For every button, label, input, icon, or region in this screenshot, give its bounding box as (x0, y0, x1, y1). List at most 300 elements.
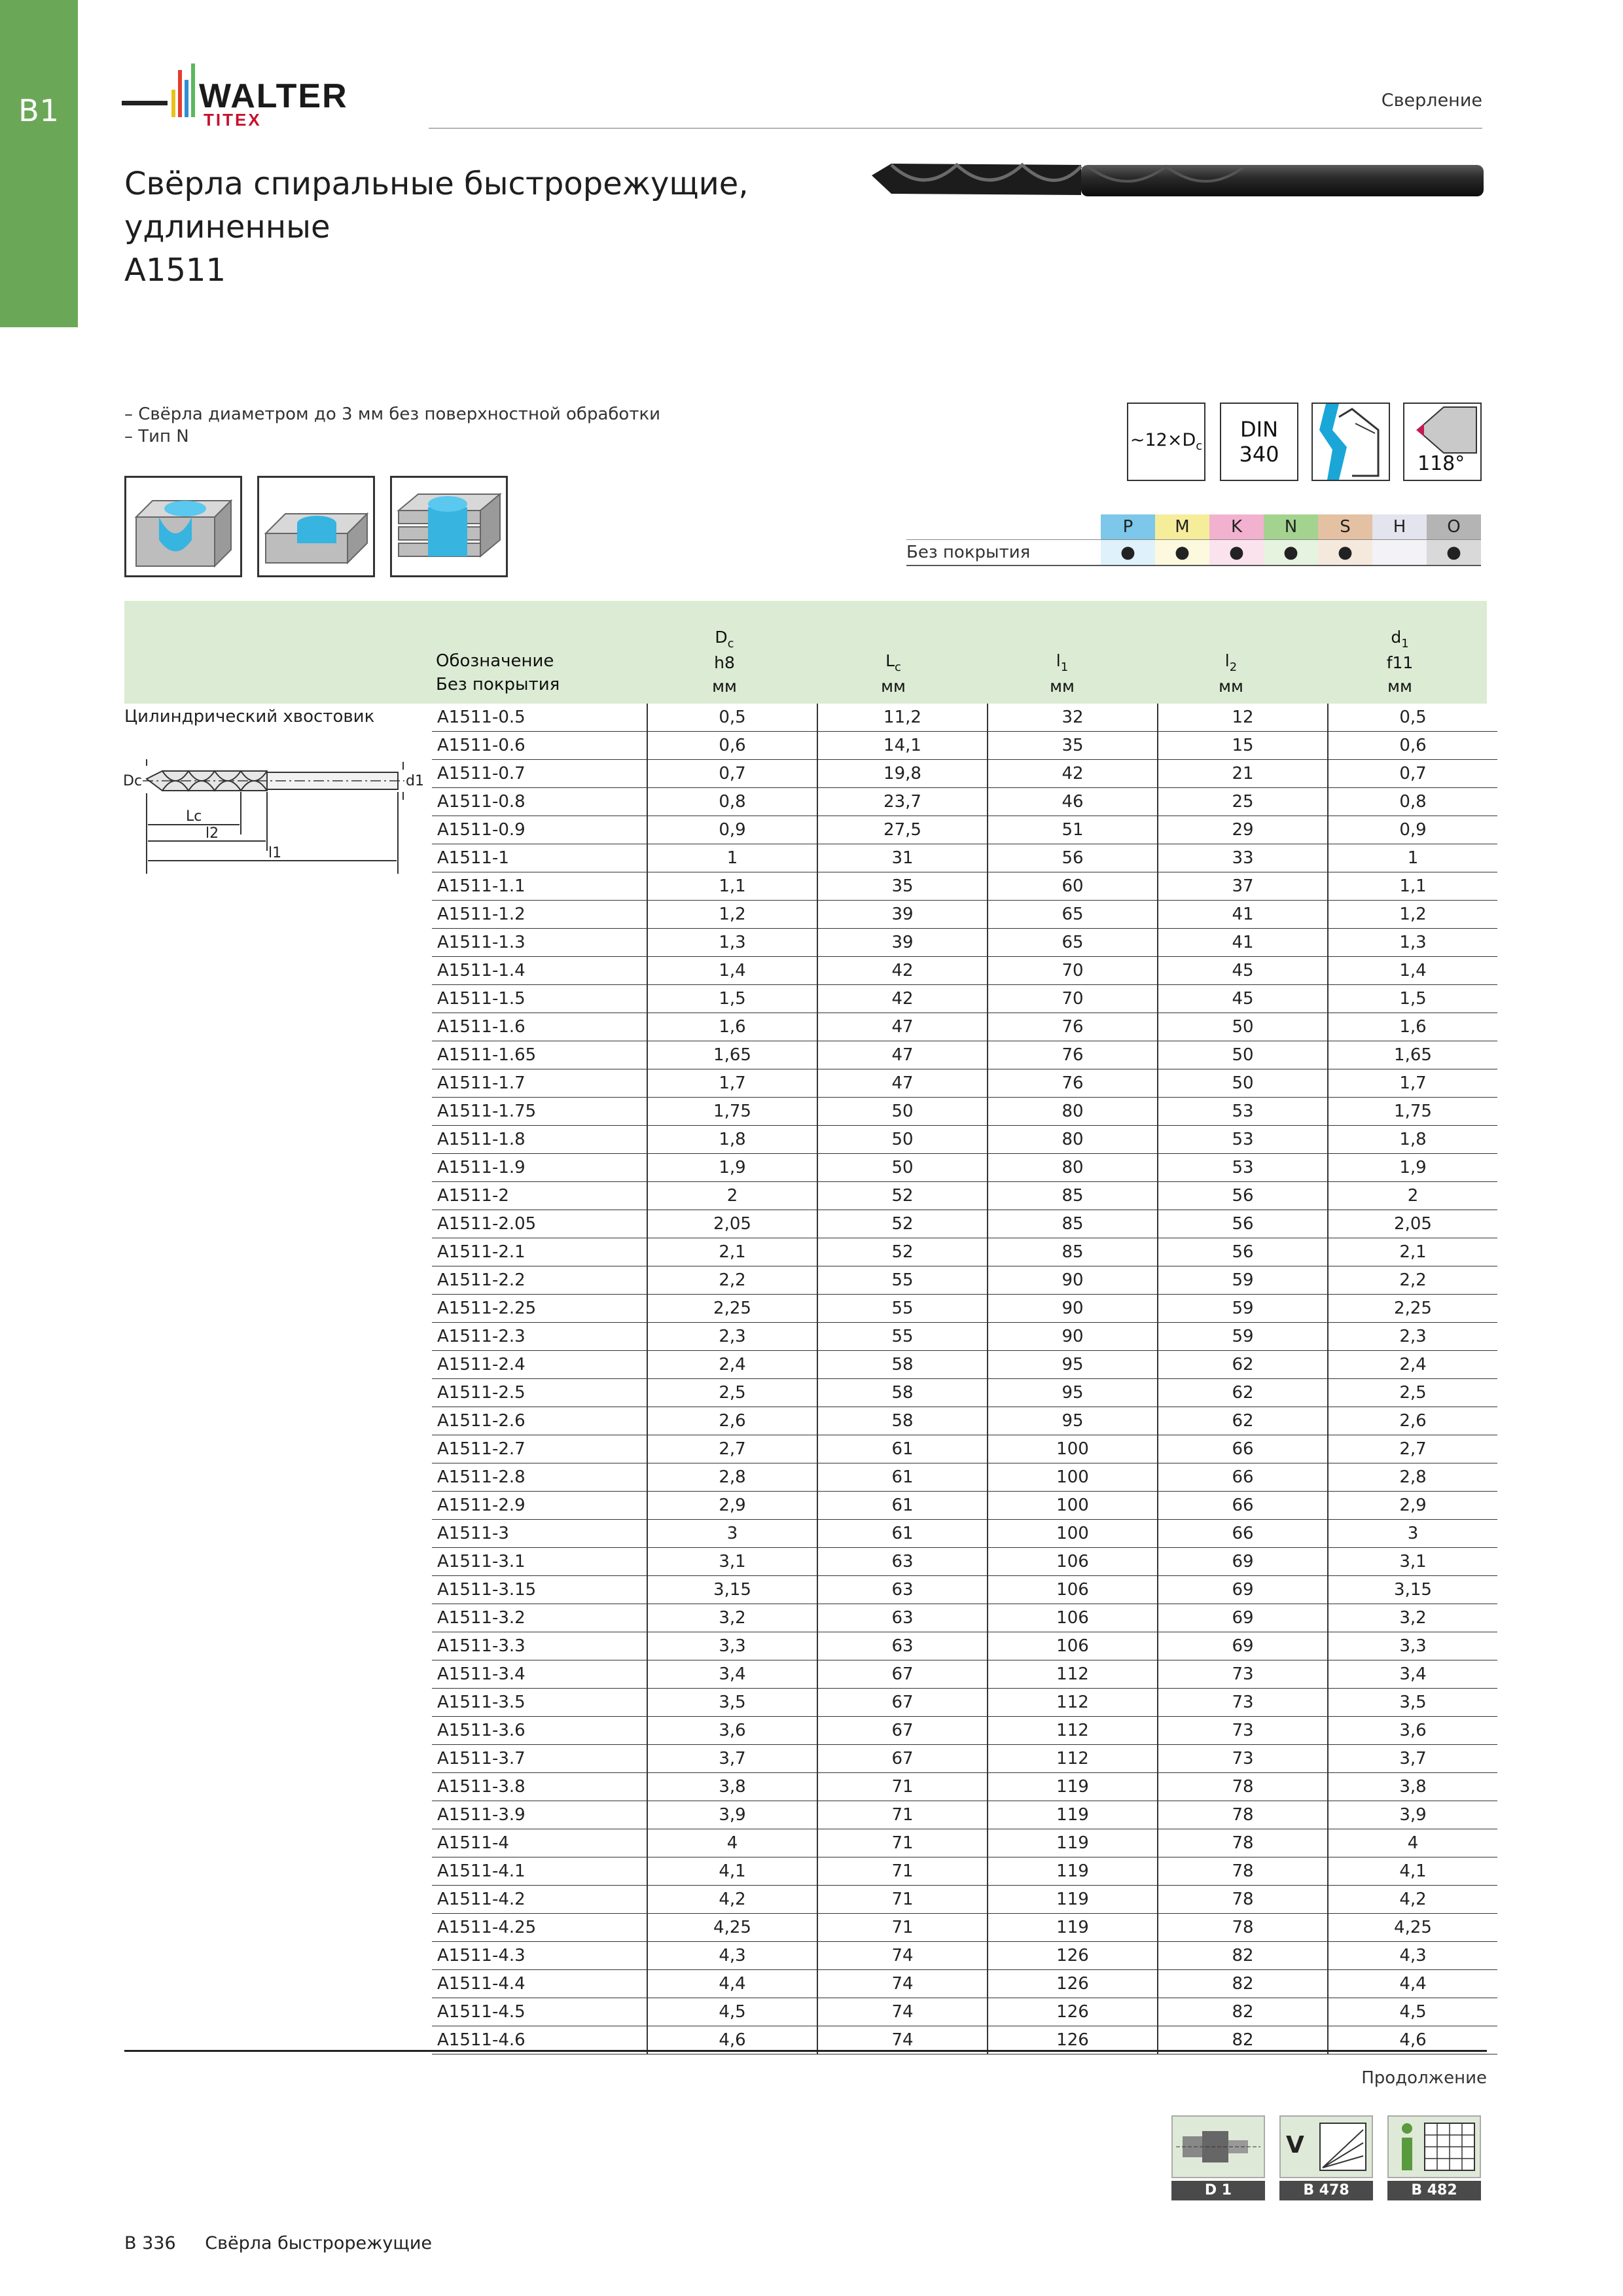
table-row (432, 1689, 1497, 1717)
designation-cell: A1511-1.4 (432, 957, 647, 985)
designation-cell: A1511-3.8 (432, 1773, 647, 1801)
table-row (432, 872, 1497, 901)
l1-cell: 119 (988, 1857, 1158, 1886)
lc-cell: 71 (817, 1773, 988, 1801)
product-table (432, 704, 1497, 2054)
dc-cell: 4,2 (647, 1886, 817, 1914)
designation-cell: A1511-1.75 (432, 1098, 647, 1126)
l2-cell: 82 (1158, 2026, 1328, 2054)
l2-cell: 59 (1158, 1295, 1328, 1323)
d1-cell: 0,8 (1328, 788, 1497, 816)
table-row (432, 788, 1497, 816)
table-row (432, 1492, 1497, 1520)
dc-cell: 4,3 (647, 1942, 817, 1970)
d1-cell: 2 (1328, 1182, 1497, 1210)
header-lc: $L_c$ мм (881, 651, 906, 696)
drill-dimension-diagram (123, 753, 424, 884)
dc-cell: 3 (647, 1520, 817, 1548)
page-title (124, 162, 749, 292)
dc-cell: 1,3 (647, 929, 817, 957)
l1-cell: 46 (988, 788, 1158, 816)
d1-cell: 3,3 (1328, 1632, 1497, 1660)
length-ratio-text: ~12×D (1130, 430, 1196, 450)
designation-cell: A1511-0.8 (432, 788, 647, 816)
designation-cell: A1511-2.6 (432, 1407, 647, 1435)
table-row (432, 1069, 1497, 1098)
l1-cell: 112 (988, 1745, 1158, 1773)
l1-cell: 80 (988, 1154, 1158, 1182)
designation-cell: A1511-3.15 (432, 1576, 647, 1604)
lc-cell: 55 (817, 1323, 988, 1351)
material-letters-row (906, 514, 1481, 540)
brand-name: WALTER (199, 77, 348, 115)
dc-cell: 2 (647, 1182, 817, 1210)
ref-tool-holders-label: D 1 (1171, 2181, 1265, 2200)
designation-cell: A1511-3.4 (432, 1660, 647, 1689)
lc-cell: 74 (817, 1998, 988, 2026)
material-n: N (1264, 514, 1318, 540)
designation-cell: A1511-2.05 (432, 1210, 647, 1238)
point-angle-label: 118° (1418, 452, 1465, 475)
table-row (432, 1238, 1497, 1266)
designation-cell: A1511-1.7 (432, 1069, 647, 1098)
table-row (432, 1576, 1497, 1604)
l2-cell: 15 (1158, 732, 1328, 760)
l1-cell: 80 (988, 1126, 1158, 1154)
designation-cell: A1511-1.9 (432, 1154, 647, 1182)
lc-cell: 14,1 (817, 732, 988, 760)
l1-cell: 85 (988, 1210, 1158, 1238)
dc-cell: 2,4 (647, 1351, 817, 1379)
l1-cell: 76 (988, 1013, 1158, 1041)
chapter-tab[interactable] (0, 0, 78, 327)
l1-cell: 90 (988, 1295, 1158, 1323)
d1-cell: 4,6 (1328, 2026, 1497, 2054)
l1-cell: 70 (988, 985, 1158, 1013)
l1-cell: 106 (988, 1632, 1158, 1660)
table-row (432, 1998, 1497, 2026)
table-row (432, 1463, 1497, 1492)
designation-cell: A1511-1 (432, 844, 647, 872)
dc-cell: 3,5 (647, 1689, 817, 1717)
material-group-table (906, 514, 1481, 566)
d1-cell: 3,9 (1328, 1801, 1497, 1829)
lc-cell: 27,5 (817, 816, 988, 844)
lc-cell: 39 (817, 929, 988, 957)
ref-cutting-data[interactable] (1279, 2115, 1373, 2204)
l1-cell: 42 (988, 760, 1158, 788)
diagram-label-l2: l2 (205, 825, 219, 842)
l1-cell: 70 (988, 957, 1158, 985)
material-m: M (1155, 514, 1209, 540)
l2-cell: 56 (1158, 1182, 1328, 1210)
table-row (432, 1942, 1497, 1970)
l2-cell: 50 (1158, 1041, 1328, 1069)
designation-cell: A1511-4.25 (432, 1914, 647, 1942)
l1-cell: 51 (988, 816, 1158, 844)
lc-cell: 52 (817, 1182, 988, 1210)
table-row (432, 704, 1497, 732)
lc-cell: 67 (817, 1660, 988, 1689)
lc-cell: 61 (817, 1435, 988, 1463)
l1-cell: 56 (988, 844, 1158, 872)
lc-cell: 50 (817, 1126, 988, 1154)
dc-cell: 1,9 (647, 1154, 817, 1182)
designation-cell: A1511-4.4 (432, 1970, 647, 1998)
diagram-label-lc: Lc (186, 808, 202, 825)
designation-cell: A1511-0.6 (432, 732, 647, 760)
table-row (432, 1886, 1497, 1914)
drill-type-n-icon (1311, 403, 1390, 481)
mark-h (1372, 540, 1427, 566)
table-row (432, 1210, 1497, 1238)
dc-cell: 1 (647, 844, 817, 872)
brand-logo (122, 60, 397, 132)
designation-cell: A1511-3.9 (432, 1801, 647, 1829)
mark-m: ● (1155, 540, 1209, 566)
l1-cell: 76 (988, 1069, 1158, 1098)
d1-cell: 2,7 (1328, 1435, 1497, 1463)
dc-cell: 0,7 (647, 760, 817, 788)
dc-cell: 3,15 (647, 1576, 817, 1604)
designation-cell: A1511-3.1 (432, 1548, 647, 1576)
point-angle-icon (1403, 403, 1482, 481)
lc-cell: 58 (817, 1351, 988, 1379)
header-l2: $l_2$ мм (1219, 651, 1243, 696)
dc-cell: 2,9 (647, 1492, 817, 1520)
lc-cell: 19,8 (817, 760, 988, 788)
designation-cell: A1511-2.9 (432, 1492, 647, 1520)
lc-cell: 74 (817, 1942, 988, 1970)
table-row (432, 1323, 1497, 1351)
dc-cell: 1,1 (647, 872, 817, 901)
l2-cell: 66 (1158, 1463, 1328, 1492)
lc-cell: 71 (817, 1801, 988, 1829)
d1-cell: 1,5 (1328, 985, 1497, 1013)
d1-cell: 3,8 (1328, 1773, 1497, 1801)
l2-cell: 41 (1158, 929, 1328, 957)
l2-cell: 69 (1158, 1604, 1328, 1632)
lc-cell: 52 (817, 1210, 988, 1238)
dc-cell: 3,6 (647, 1717, 817, 1745)
d1-cell: 4,25 (1328, 1914, 1497, 1942)
table-row (432, 929, 1497, 957)
info-icon (1387, 2115, 1481, 2178)
table-row (432, 901, 1497, 929)
d1-cell: 3,15 (1328, 1576, 1497, 1604)
d1-cell: 1,8 (1328, 1126, 1497, 1154)
designation-cell: A1511-4.5 (432, 1998, 647, 2026)
material-o: O (1427, 514, 1481, 540)
chapter-tab-label: B1 (18, 93, 60, 128)
brand-sub: TITEX (204, 110, 262, 130)
l2-cell: 69 (1158, 1632, 1328, 1660)
l2-cell: 78 (1158, 1829, 1328, 1857)
lc-cell: 74 (817, 2026, 988, 2054)
feature-item: – Свёрла диаметром до 3 мм без поверхностной обработки (124, 404, 661, 424)
l1-cell: 106 (988, 1604, 1158, 1632)
l2-cell: 62 (1158, 1351, 1328, 1379)
page-number: B 336 (124, 2233, 176, 2253)
table-row (432, 1126, 1497, 1154)
table-bottom-rule (124, 2050, 1487, 2052)
d1-cell: 1,2 (1328, 901, 1497, 929)
lc-cell: 63 (817, 1632, 988, 1660)
mark-k: ● (1209, 540, 1264, 566)
d1-cell: 0,6 (1328, 732, 1497, 760)
dc-cell: 1,7 (647, 1069, 817, 1098)
continue-label: Продолжение (1361, 2068, 1487, 2088)
header-l1: $l_1$ мм (1050, 651, 1075, 696)
mark-p: ● (1101, 540, 1155, 566)
lc-cell: 47 (817, 1013, 988, 1041)
drill-photo (865, 156, 1487, 205)
title-code: А1511 (124, 252, 226, 289)
lc-cell: 61 (817, 1520, 988, 1548)
din-number: 340 (1239, 442, 1279, 467)
header-designation: Обозначение Без покрытия (436, 651, 560, 694)
dc-cell: 2,1 (647, 1238, 817, 1266)
l1-cell: 126 (988, 2026, 1158, 2054)
lc-cell: 47 (817, 1069, 988, 1098)
table-row (432, 816, 1497, 844)
blind-hole-icon (124, 476, 242, 577)
table-row (432, 1745, 1497, 1773)
feature-list (124, 403, 660, 448)
lc-cell: 55 (817, 1266, 988, 1295)
lc-cell: 71 (817, 1914, 988, 1942)
l2-cell: 53 (1158, 1098, 1328, 1126)
l2-cell: 62 (1158, 1379, 1328, 1407)
l2-cell: 59 (1158, 1266, 1328, 1295)
l1-cell: 119 (988, 1801, 1158, 1829)
material-p: P (1101, 514, 1155, 540)
ref-technical-info[interactable] (1387, 2115, 1481, 2204)
lc-cell: 67 (817, 1689, 988, 1717)
d1-cell: 2,4 (1328, 1351, 1497, 1379)
designation-cell: A1511-3.3 (432, 1632, 647, 1660)
dc-cell: 2,7 (647, 1435, 817, 1463)
l2-cell: 73 (1158, 1689, 1328, 1717)
l2-cell: 50 (1158, 1013, 1328, 1041)
l1-cell: 65 (988, 929, 1158, 957)
footer-chapter: Свёрла быстрорежущие (205, 2233, 432, 2253)
d1-cell: 2,05 (1328, 1210, 1497, 1238)
designation-cell: A1511-2.8 (432, 1463, 647, 1492)
l2-cell: 29 (1158, 816, 1328, 844)
l2-cell: 21 (1158, 760, 1328, 788)
l2-cell: 66 (1158, 1435, 1328, 1463)
dc-cell: 1,2 (647, 901, 817, 929)
dc-cell: 3,8 (647, 1773, 817, 1801)
l1-cell: 60 (988, 872, 1158, 901)
d1-cell: 1,65 (1328, 1041, 1497, 1069)
table-row (432, 957, 1497, 985)
lc-cell: 52 (817, 1238, 988, 1266)
table-row (432, 1604, 1497, 1632)
designation-cell: A1511-4 (432, 1829, 647, 1857)
d1-cell: 0,5 (1328, 704, 1497, 732)
dc-cell: 2,5 (647, 1379, 817, 1407)
table-row (432, 1154, 1497, 1182)
designation-cell: A1511-3 (432, 1520, 647, 1548)
dc-cell: 4,5 (647, 1998, 817, 2026)
lc-cell: 50 (817, 1098, 988, 1126)
table-row (432, 1829, 1497, 1857)
dc-cell: 3,9 (647, 1801, 817, 1829)
header-d1: $d_1$ f11 мм (1386, 628, 1414, 696)
table-row (432, 1520, 1497, 1548)
dc-cell: 0,9 (647, 816, 817, 844)
header-dc: $D_c$ h8 мм (712, 628, 737, 696)
dc-cell: 2,3 (647, 1323, 817, 1351)
ref-tool-holders[interactable] (1171, 2115, 1265, 2204)
table-row (432, 1041, 1497, 1069)
feature-item: – Тип N (124, 427, 189, 446)
l2-cell: 73 (1158, 1745, 1328, 1773)
d1-cell: 1,6 (1328, 1013, 1497, 1041)
lc-cell: 42 (817, 985, 988, 1013)
table-row (432, 1435, 1497, 1463)
diagram-label-d1: d1 (406, 773, 424, 789)
l1-cell: 106 (988, 1548, 1158, 1576)
designation-cell: A1511-0.7 (432, 760, 647, 788)
diagram-label-dc: Dc (123, 773, 143, 789)
designation-cell: A1511-2.5 (432, 1379, 647, 1407)
table-row (432, 1407, 1497, 1435)
table-row (432, 1351, 1497, 1379)
cutting-data-icon (1279, 2115, 1373, 2178)
diagram-label-l1: l1 (268, 845, 282, 861)
dc-cell: 4 (647, 1829, 817, 1857)
lc-cell: 31 (817, 844, 988, 872)
lc-cell: 50 (817, 1154, 988, 1182)
table-row (432, 1914, 1497, 1942)
d1-cell: 2,8 (1328, 1463, 1497, 1492)
counterbore-icon (257, 476, 375, 577)
d1-cell: 3,7 (1328, 1745, 1497, 1773)
table-row (432, 1773, 1497, 1801)
lc-cell: 58 (817, 1379, 988, 1407)
l2-cell: 59 (1158, 1323, 1328, 1351)
mark-o: ● (1427, 540, 1481, 566)
l2-cell: 69 (1158, 1548, 1328, 1576)
lc-cell: 63 (817, 1548, 988, 1576)
dc-cell: 1,4 (647, 957, 817, 985)
lc-cell: 71 (817, 1886, 988, 1914)
dc-cell: 0,5 (647, 704, 817, 732)
material-h: H (1372, 514, 1427, 540)
designation-cell: A1511-1.5 (432, 985, 647, 1013)
l1-cell: 90 (988, 1266, 1158, 1295)
dc-cell: 0,6 (647, 732, 817, 760)
designation-cell: A1511-2.3 (432, 1323, 647, 1351)
lc-cell: 61 (817, 1463, 988, 1492)
dc-cell: 3,7 (647, 1745, 817, 1773)
dc-cell: 3,4 (647, 1660, 817, 1689)
l1-cell: 100 (988, 1492, 1158, 1520)
l2-cell: 45 (1158, 985, 1328, 1013)
ref-technical-info-label: B 482 (1387, 2181, 1481, 2200)
dc-cell: 2,05 (647, 1210, 817, 1238)
l1-cell: 126 (988, 1942, 1158, 1970)
d1-cell: 2,5 (1328, 1379, 1497, 1407)
section-label: Сверление (1381, 90, 1482, 111)
l1-cell: 90 (988, 1323, 1158, 1351)
coating-label: Без покрытия (906, 540, 1101, 566)
designation-cell: A1511-1.1 (432, 872, 647, 901)
coating-row (906, 540, 1481, 566)
lc-cell: 61 (817, 1492, 988, 1520)
dc-cell: 2,2 (647, 1266, 817, 1295)
designation-cell: A1511-2.2 (432, 1266, 647, 1295)
d1-cell: 2,9 (1328, 1492, 1497, 1520)
title-line-2: удлиненные (124, 209, 330, 245)
d1-cell: 4,4 (1328, 1970, 1497, 1998)
table-row (432, 1801, 1497, 1829)
l1-cell: 119 (988, 1914, 1158, 1942)
dc-cell: 2,25 (647, 1295, 817, 1323)
stacked-plates-icon (390, 476, 508, 577)
l1-cell: 65 (988, 901, 1158, 929)
designation-cell: A1511-3.6 (432, 1717, 647, 1745)
l2-cell: 82 (1158, 1998, 1328, 2026)
designation-cell: A1511-3.5 (432, 1689, 647, 1717)
lc-cell: 47 (817, 1041, 988, 1069)
d1-cell: 1,7 (1328, 1069, 1497, 1098)
d1-cell: 3,2 (1328, 1604, 1497, 1632)
din-standard-icon (1220, 403, 1298, 481)
l1-cell: 119 (988, 1829, 1158, 1857)
table-row (432, 1013, 1497, 1041)
l1-cell: 112 (988, 1717, 1158, 1745)
l1-cell: 80 (988, 1098, 1158, 1126)
d1-cell: 4,2 (1328, 1886, 1497, 1914)
designation-cell: A1511-2.4 (432, 1351, 647, 1379)
l1-cell: 100 (988, 1463, 1158, 1492)
d1-cell: 2,3 (1328, 1323, 1497, 1351)
l2-cell: 82 (1158, 1942, 1328, 1970)
lc-cell: 63 (817, 1576, 988, 1604)
table-row (432, 1660, 1497, 1689)
table-row (432, 1548, 1497, 1576)
table-row (432, 1717, 1497, 1745)
l2-cell: 45 (1158, 957, 1328, 985)
d1-cell: 1,75 (1328, 1098, 1497, 1126)
designation-cell: A1511-1.6 (432, 1013, 647, 1041)
d1-cell: 3 (1328, 1520, 1497, 1548)
l1-cell: 95 (988, 1407, 1158, 1435)
designation-cell: A1511-1.2 (432, 901, 647, 929)
l1-cell: 95 (988, 1379, 1158, 1407)
lc-cell: 71 (817, 1857, 988, 1886)
length-ratio-icon: $\sim 12\times D_c$ (1127, 403, 1205, 481)
dc-cell: 1,8 (647, 1126, 817, 1154)
d1-cell: 2,2 (1328, 1266, 1497, 1295)
l2-cell: 56 (1158, 1210, 1328, 1238)
table-row (432, 1379, 1497, 1407)
d1-cell: 1,4 (1328, 957, 1497, 985)
l2-cell: 25 (1158, 788, 1328, 816)
lc-cell: 11,2 (817, 704, 988, 732)
dc-cell: 4,1 (647, 1857, 817, 1886)
designation-cell: A1511-0.9 (432, 816, 647, 844)
l1-cell: 35 (988, 732, 1158, 760)
l1-cell: 32 (988, 704, 1158, 732)
dc-cell: 3,2 (647, 1604, 817, 1632)
designation-cell: A1511-4.2 (432, 1886, 647, 1914)
dc-cell: 1,75 (647, 1098, 817, 1126)
